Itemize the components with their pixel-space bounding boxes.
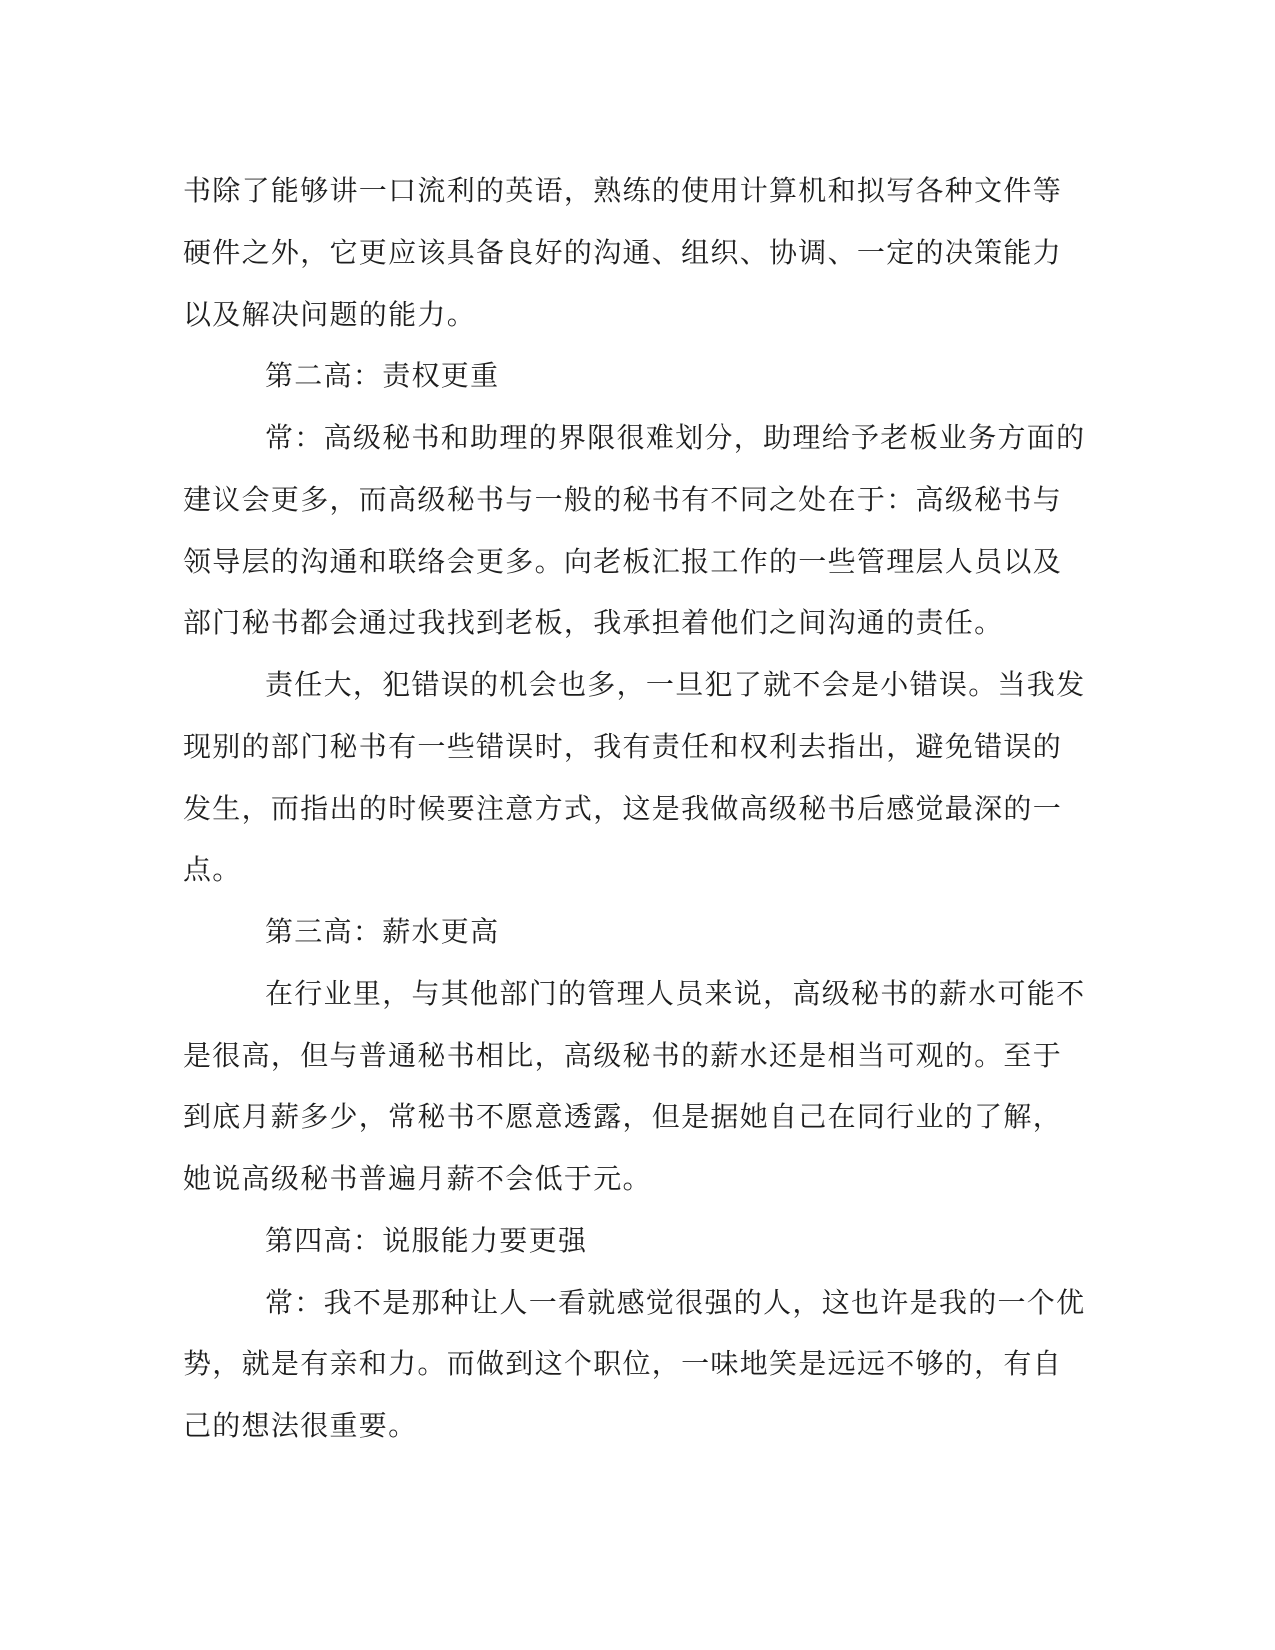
text-line: 部门秘书都会通过我找到老板，我承担着他们之间沟通的责任。 — [183, 608, 1004, 640]
text-line: 己的想法很重要。 — [183, 1411, 418, 1442]
text-line: 势，就是有亲和力。而做到这个职位，一味地笑是远远不够的，有自 — [183, 1349, 1063, 1381]
text-line: 常：我不是那种让人一看就感觉很强的人，这也许是我的一个优 — [265, 1287, 1086, 1319]
text-line: 发生，而指出的时候要注意方式，这是我做高级秘书后感觉最深的一 — [183, 793, 1063, 825]
text-line: 书除了能够讲一口流利的英语，熟练的使用计算机和拟写各种文件等 — [183, 176, 1063, 207]
text-line: 领导层的沟通和联络会更多。向老板汇报工作的一些管理层人员以及 — [183, 546, 1063, 578]
text-line-section-heading: 第四高：说服能力要更强 — [265, 1225, 588, 1257]
text-line: 到底月薪多少，常秘书不愿意透露，但是据她自己在同行业的了解， — [183, 1102, 1063, 1134]
text-line: 现别的部门秘书有一些错误时，我有责任和权利去指出，避免错误的 — [183, 731, 1063, 763]
text-line: 建议会更多，而高级秘书与一般的秘书有不同之处在于：高级秘书与 — [183, 484, 1063, 516]
text-line: 硬件之外，它更应该具备良好的沟通、组织、协调、一定的决策能力 — [183, 237, 1063, 269]
text-line: 常：高级秘书和助理的界限很难划分，助理给予老板业务方面的 — [265, 423, 1086, 454]
text-line: 点。 — [183, 855, 242, 887]
text-line-section-heading: 第二高：责权更重 — [265, 361, 500, 393]
text-line: 是很高，但与普通秘书相比，高级秘书的薪水还是相当可观的。至于 — [183, 1040, 1063, 1072]
text-line: 在行业里，与其他部门的管理人员来说，高级秘书的薪水可能不 — [265, 978, 1086, 1010]
text-line-section-heading: 第三高：薪水更高 — [265, 917, 500, 948]
text-line: 责任大，犯错误的机会也多，一旦犯了就不会是小错误。当我发 — [265, 670, 1086, 701]
document-text-block — [183, 161, 1113, 1458]
text-line: 她说高级秘书普遍月薪不会低于元。 — [183, 1164, 652, 1195]
text-line: 以及解决问题的能力。 — [183, 299, 477, 331]
